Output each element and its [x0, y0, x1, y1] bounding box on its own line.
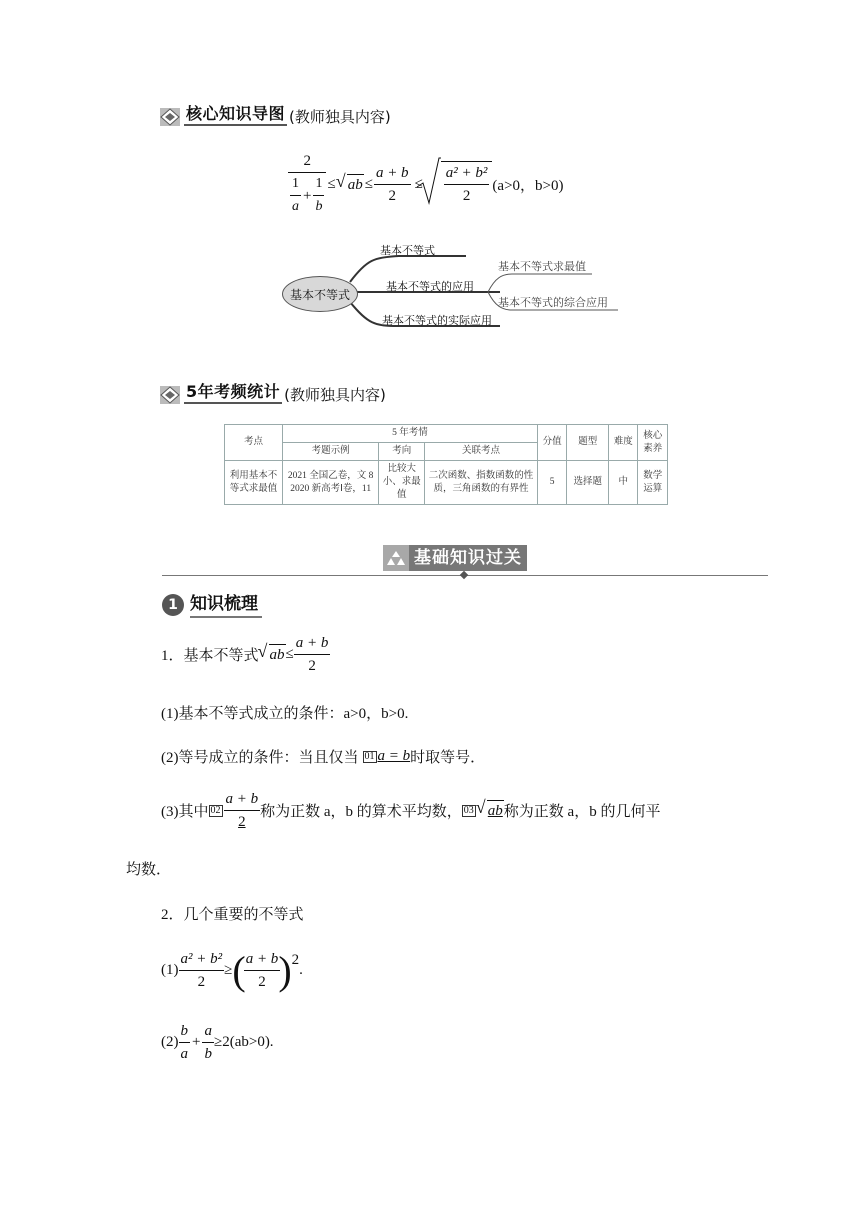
inequality-1: (1) $\frac{\text{a² + b²}}{2}$ ≥ ( $\frac{a + b}{2}$ ) 2 . [161, 947, 303, 993]
sqrt-ab: √ ab [269, 644, 286, 665]
section-number-badge: 1 [162, 594, 184, 616]
item-basic-inequality: 1．基本不等式 √ ab ≤ $\frac{a + b}{2}$ [161, 632, 330, 677]
branch-practical: 基本不等式的实际应用 [382, 314, 492, 327]
mind-map [280, 238, 620, 334]
harmonic-mean: 2 $\frac{1}{a}$ + $\frac{1}{b}$ [288, 150, 326, 218]
leaf-comprehensive: 基本不等式的综合应用 [498, 296, 608, 309]
answer-blank: a = b [377, 748, 411, 764]
table-row: 利用基本不等式求最值 2021 全国乙卷，文 8 2020 新高考Ⅰ卷，11 比较大小、求最值 二次函数、指数函数的性质，三角函数的有界性 5 选择题 中 数学运算 [225, 461, 668, 505]
condition-3: (3)其中 02 $\frac{a + b}{2}$ 称为正数 a，b 的算术平均数， 03 √ ab 称为正数 a，b 的几何平 [161, 788, 660, 833]
branch-application: 基本不等式的应用 [386, 280, 474, 293]
banner-title: 基础知识过关 [409, 545, 527, 571]
condition-1: (1)基本不等式成立的条件：a>0，b>0. [161, 706, 409, 722]
quadratic-mean: $\frac{\text{a² + b²}}{2}$ [441, 161, 493, 207]
section-header-knowledge [162, 592, 262, 618]
answer-marker: 01 [364, 750, 375, 762]
table-header: 关联考点 [425, 443, 538, 461]
answer-marker: 03 [463, 804, 474, 816]
branch-basic: 基本不等式 [380, 244, 435, 257]
section-header-mindmap [160, 104, 391, 126]
inequality-chain: 2 $\frac{1}{a}$ + $\frac{1}{b}$ ≤ √ ab ≤ $\frac{a + b}{2}$ ≤ $\frac{\text{a² + b²}}{2}$ (a>0，b>0) [288, 150, 564, 218]
answer-blank: √ ab [487, 800, 504, 821]
divider-diamond [460, 571, 468, 579]
table-header: 分值 [537, 425, 566, 461]
section-title: 5年考频统计 [184, 382, 282, 404]
section-subtitle: (教师独具内容) [289, 108, 391, 126]
section-title: 知识梳理 [190, 592, 262, 618]
condition: (a>0，b>0) [492, 177, 564, 194]
section-subtitle: (教师独具内容) [284, 386, 386, 404]
leaf-extremum: 基本不等式求最值 [498, 260, 586, 273]
radical-icon [415, 157, 441, 207]
table-header: 5 年考情 [282, 425, 537, 443]
diamond-icon [160, 108, 180, 126]
table-header: 难度 [609, 425, 638, 461]
answer-marker: 02 [210, 804, 221, 816]
table-header: 考点 [225, 425, 283, 461]
table-header: 考向 [379, 443, 425, 461]
condition-3-cont: 均数． [126, 862, 172, 878]
table-header: 考题示例 [282, 443, 379, 461]
sqrt-ab: √ ab [347, 174, 364, 195]
banner-basic-knowledge [383, 545, 527, 571]
answer-blank: $\frac{a + b}{2}$ [224, 788, 261, 833]
condition-2: (2)等号成立的条件：当且仅当 01 a = b 时取等号． [161, 748, 486, 766]
table-header: 题型 [567, 425, 609, 461]
inequality-2: (2) $\frac{b}{a}$ + $\frac{a}{b}$ ≥2(ab>0). [161, 1020, 274, 1065]
section-header-stats [160, 382, 386, 404]
arithmetic-mean: $\frac{a + b}{2}$ [374, 162, 411, 207]
mind-map-root: 基本不等式 [282, 276, 358, 312]
diamond-icon [160, 386, 180, 404]
triangles-icon [383, 545, 409, 571]
exam-stats-table [224, 424, 668, 505]
section-title: 核心知识导图 [184, 104, 287, 126]
table-header: 核心素养 [638, 425, 668, 461]
item-important-inequalities: 2．几个重要的不等式 [161, 907, 304, 923]
